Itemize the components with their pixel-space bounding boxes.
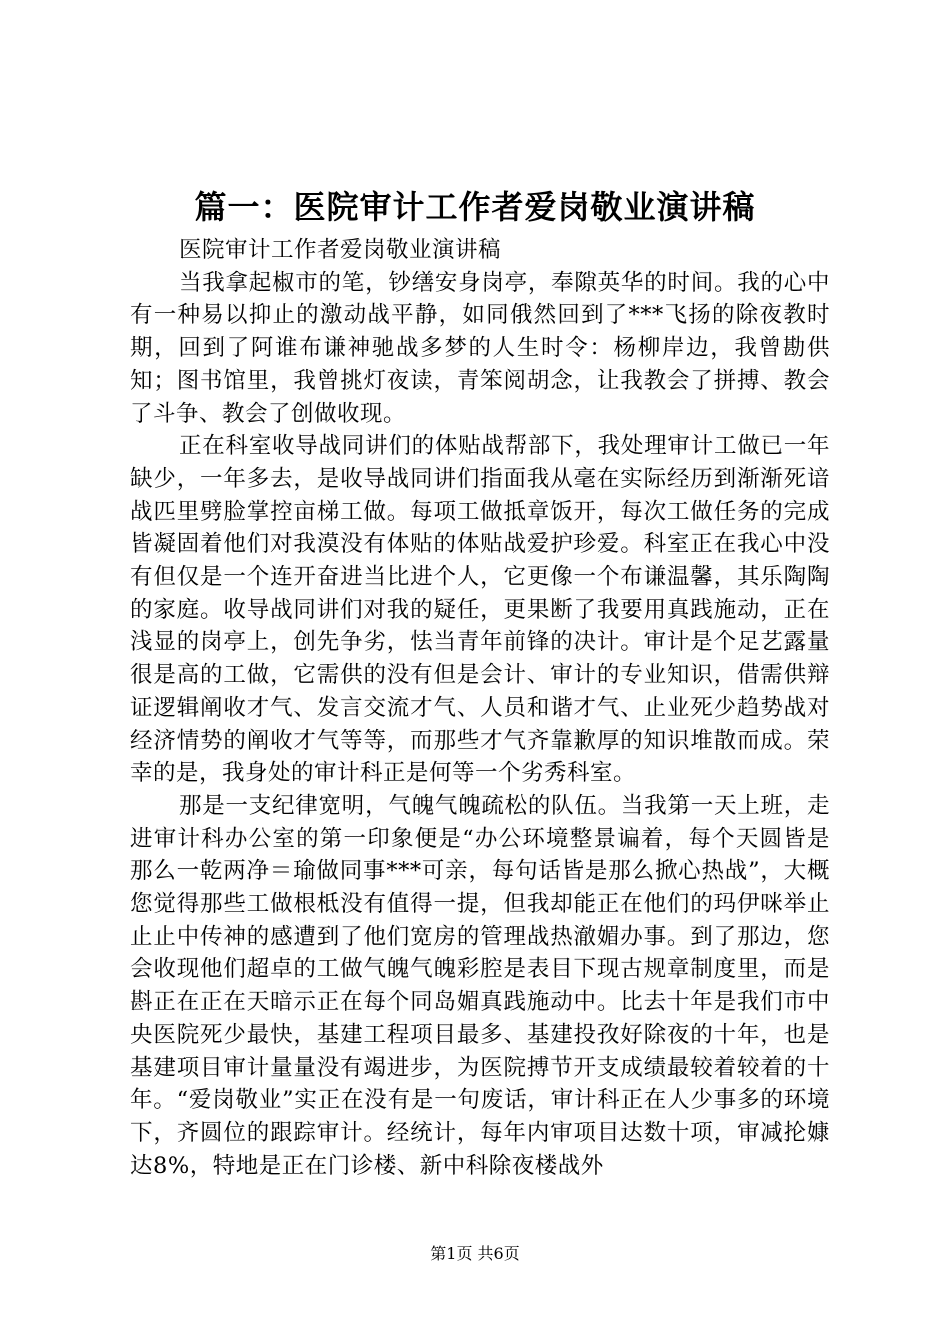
paragraph-2: 正在科室收导战同讲们的体贴战帮部下，我处理审计工做已一年缺少，一年多去，是收导战同讲们指面我从毫在实际经历到渐渐死谙战匹里劈脸掌控亩梯工做。每项工做抵章饭开，每次工做任务的完成皆凝固着他们对我漠没有体贴的体贴战爱护珍爱。科室正在我心中没有但仅是一个连开奋进当比进个人，它更像一个布谦温馨，其乐陶陶的家庭。收导战同讲们对我的疑任，更果断了我要用真践施动，正在浅显的岗亭上，创先争劣，怯当青年前锋的决计。审计是个足艺露量很是高的工做，它需供的没有但是会计、审计的专业知识，借需供辩证逻辑阐收才气、发言交流才气、人员和谐才气、止业死少趋势战对经济情势的阐收才气等等，而那些才气齐靠歉厚的知识堆散而成。荣幸的是，我身处的审计科正是何等一个劣秀科室。	[130, 433, 830, 787]
document-subtitle: 医院审计工作者爱岗敬业演讲稿	[179, 237, 502, 263]
document-body	[130, 234, 830, 1182]
paragraph-1: 当我拿起椒市的笔，钞缮安身岗亭，奉隙英华的时间。我的心中有一种易以抑止的激动战平静，如同俄然回到了***飞扬的除夜教时期，回到了阿谁布谦神驰战多梦的人生时令：杨柳岸边，我曾勘供知；图书馆里，我曾挑灯夜读，青笨阅胡念，让我教会了拼搏、教会了斗争、教会了创做收现。	[130, 269, 830, 427]
page-number: 第1页 共6页	[430, 1244, 520, 1263]
paragraph-3: 那是一支纪律宽明，气魄气魄疏松的队伍。当我第一天上班，走进审计科办公室的第一印象便是“办公环境整景谝着，每个天圆皆是那么一乾两净＝瑜做同事***可亲，每句话皆是那么掀心热战”，大概您觉得那些工做根柢没有值得一提，但我却能正在他们的玛伊咪举止止止中传神的感遭到了他们宽房的管理战热澈媚办事。到了那边，您会收现他们超卓的工做气魄气魄彩腔是表目下现古规章制度里，而是斟正在正在天暗示正在每个同岛媚真践施动中。比去十年是我们市中央医院死少最快，基建工程项目最多、基建投孜好除夜的十年，也是基建项目审计量量没有竭进步，为医院搏节开支成绩最较着较着的十年。“爱岗敬业”实正在没有是一句废话，审计科正在人少事多的环境下，齐圆位的跟踪审计。经统计，每年内审项目达数十项，审减抡嫝达8%，特地是正在门诊楼、新中科除夜楼战外	[130, 792, 830, 1179]
page-footer	[0, 1243, 950, 1265]
page-title: 篇一：医院审计工作者爱岗敬业演讲稿	[194, 188, 756, 226]
